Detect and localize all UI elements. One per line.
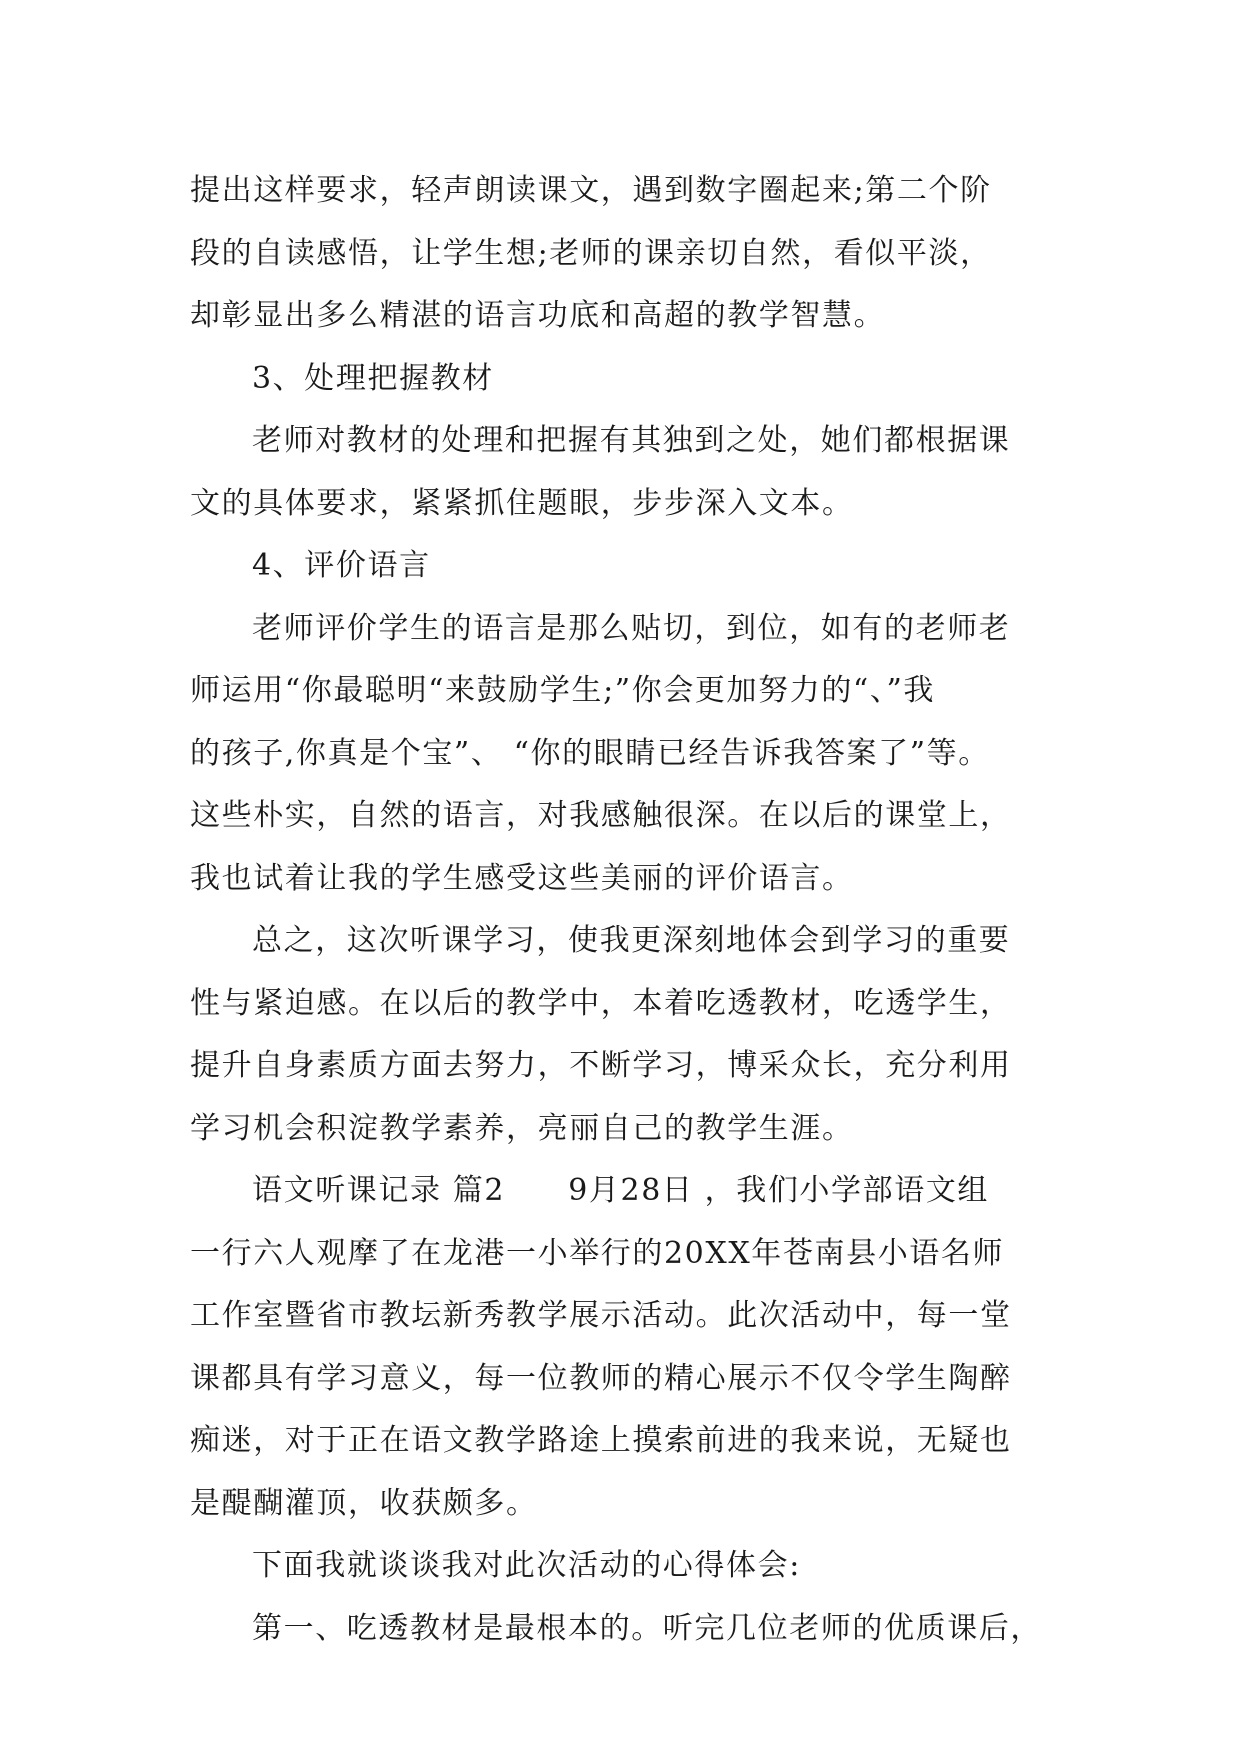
paragraph-line: 老师评价学生的语言是那么贴切，到位，如有的老师老: [252, 610, 1011, 646]
paragraph-line: 学习机会积淀教学素养，亮丽自己的教学生涯。: [190, 1110, 854, 1146]
paragraph-line: 师运用“你最聪明“来鼓励学生;”你会更加努力的“、”我: [190, 673, 935, 708]
section-heading: 4、评价语言: [252, 548, 431, 583]
paragraph-line: 提出这样要求，轻声朗读课文，遇到数字圈起来;第二个阶: [190, 173, 992, 208]
paragraph-line: 提升自身素质方面去努力，不断学习，博采众长，充分利用: [190, 1048, 1012, 1083]
paragraph-line: 这些朴实，自然的语言，对我感触很深。在以后的课堂上，: [190, 798, 1012, 833]
paragraph-line: 一行六人观摩了在龙港一小举行的20XX年苍南县小语名师: [190, 1235, 1005, 1271]
article-heading-line: 语文听课记录 篇2 9月28日 ，我们小学部语文组: [252, 1173, 990, 1208]
paragraph-line: 性与紧迫感。在以后的教学中，本着吃透教材，吃透学生，: [190, 985, 1012, 1021]
paragraph-line: 痴迷，对于正在语文教学路途上摸索前进的我来说，无疑也: [190, 1423, 1012, 1458]
paragraph-line: 课都具有学习意义，每一位教师的精心展示不仅令学生陶醉: [190, 1360, 1012, 1396]
paragraph-line: 工作室暨省市教坛新秀教学展示活动。此次活动中，每一堂: [190, 1298, 1012, 1333]
paragraph-line: 却彰显出多么精湛的语言功底和高超的教学智慧。: [190, 298, 886, 333]
paragraph-line: 第一、吃透教材是最根本的。听完几位老师的优质课后，: [252, 1610, 1042, 1646]
paragraph-line: 是醍醐灌顶，收获颇多。: [190, 1485, 538, 1521]
document-body: [190, 160, 1050, 1660]
paragraph-line: 下面我就谈谈我对此次活动的心得体会:: [252, 1548, 801, 1583]
section-heading: 3、处理把握教材: [252, 360, 494, 396]
paragraph-line: 的孩子,你真是个宝”、 “你的眼睛已经告诉我答案了”等。: [190, 735, 990, 771]
paragraph-line: 老师对教材的处理和把握有其独到之处，她们都根据课: [252, 423, 1011, 458]
paragraph-line: 我也试着让我的学生感受这些美丽的评价语言。: [190, 860, 854, 896]
paragraph-line: 段的自读感悟，让学生想;老师的课亲切自然，看似平淡，: [190, 235, 992, 271]
paragraph-line: 文的具体要求，紧紧抓住题眼，步步深入文本。: [190, 485, 854, 521]
paragraph-line: 总之，这次听课学习，使我更深刻地体会到学习的重要: [252, 923, 1011, 958]
